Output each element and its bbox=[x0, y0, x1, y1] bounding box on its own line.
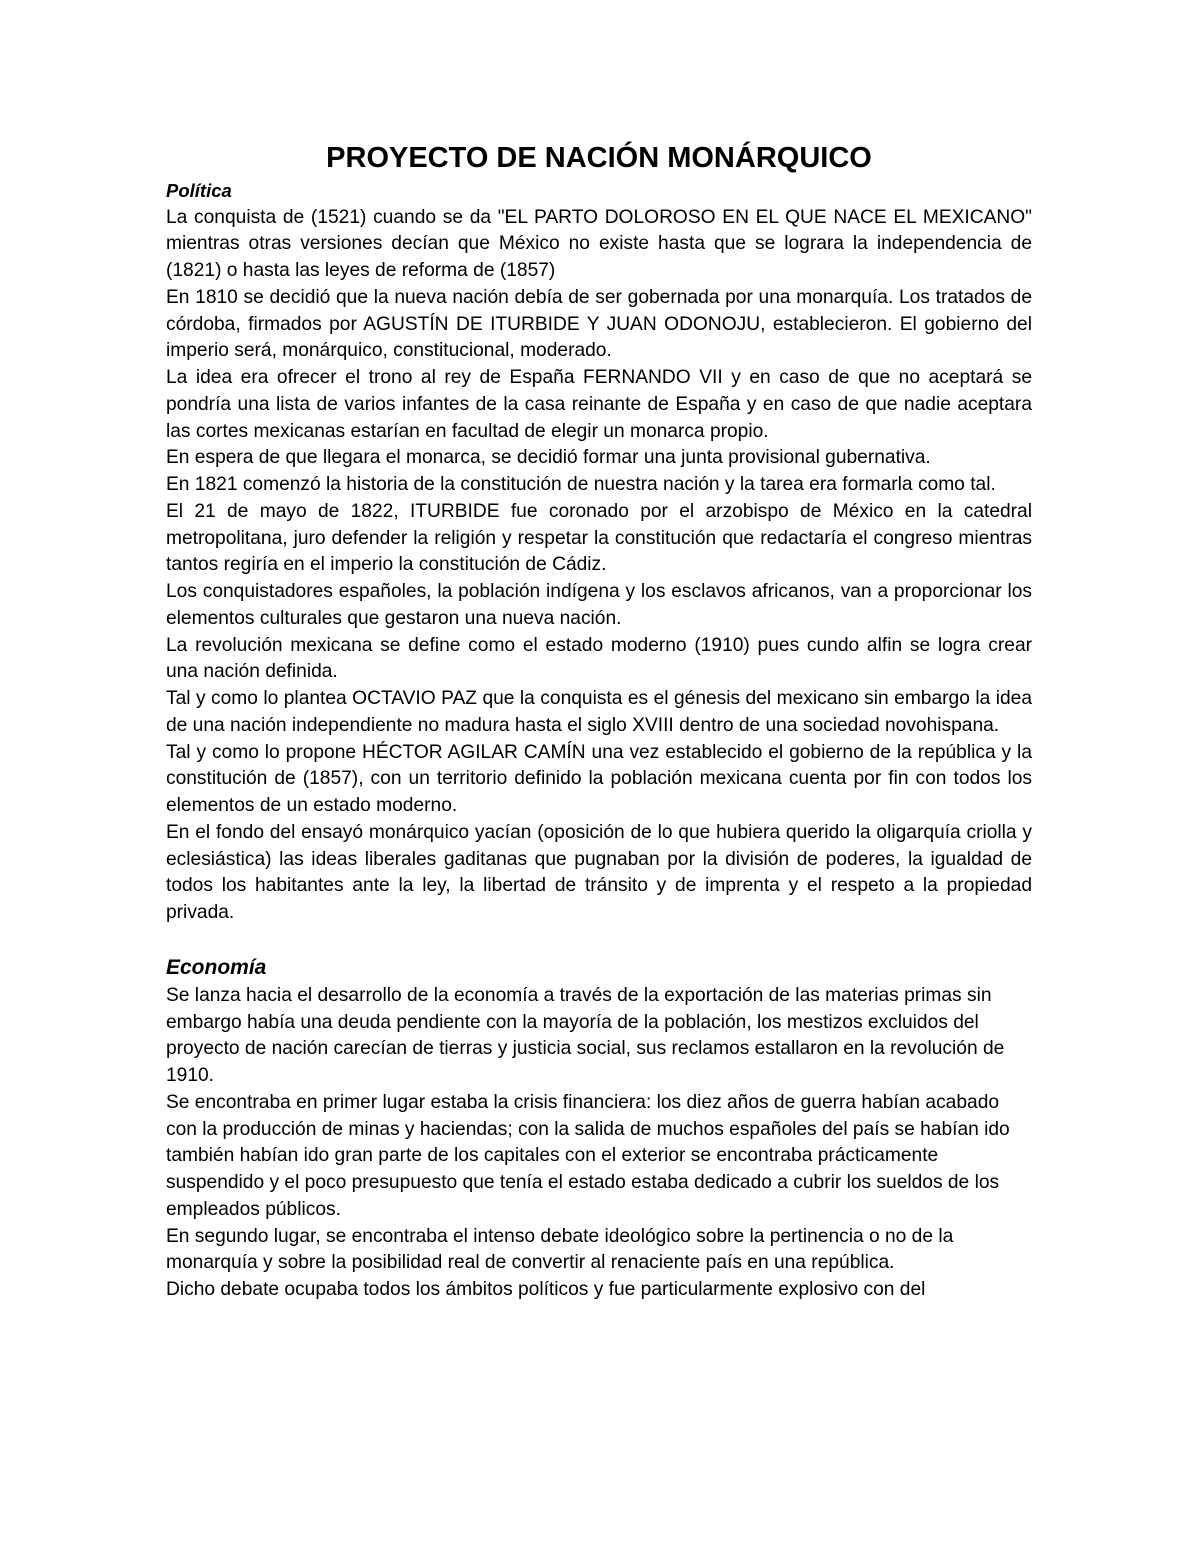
section-politica bbox=[166, 178, 1032, 927]
section-heading-economia: Economía bbox=[166, 955, 267, 979]
paragraph: Se encontraba en primer lugar estaba la crisis financiera: los diez años de guerra habían acabado con la producción de minas y haciendas; con la salida de muchos españoles del país se habían ido también habían ido gran parte de los capitales con el exterior se encontraba prácticamente suspendido y el poco presupuesto que tenía el estado estaba dedicado a cubrir los sueldos de los empleados públicos. bbox=[166, 1091, 1010, 1220]
document-page bbox=[166, 138, 1032, 1304]
paragraph: Tal y como lo propone HÉCTOR AGILAR CAMÍN una vez establecido el gobierno de la república y la constitución de (1857), con un territorio definido la población mexicana cuenta por fin con todos los elementos de un estado moderno. bbox=[166, 741, 1032, 817]
paragraph: Dicho debate ocupaba todos los ámbitos políticos y fue particularmente explosivo con del bbox=[166, 1279, 926, 1301]
paragraph: La conquista de (1521) cuando se da "EL PARTO DOLOROSO EN EL QUE NACE EL MEXICANO" mientras otras versiones decían que México no existe hasta que se lograra la independencia de (1821) o hasta las leyes de reforma de (1857) bbox=[166, 206, 1032, 282]
paragraph: En el fondo del ensayó monárquico yacían (oposición de lo que hubiera querido la oligarquía criolla y eclesiástica) las ideas liberales gaditanas que pugnaban por la división de poderes, la igualdad de todos los habitantes ante la ley, la libertad de tránsito y de imprenta y el respeto a la propiedad privada. bbox=[166, 821, 1032, 924]
paragraph: En 1810 se decidió que la nueva nación debía de ser gobernada por una monarquía. Los tratados de córdoba, firmados por AGUSTÍN DE ITURBIDE Y JUAN ODONOJU, establecieron. El gobierno del imperio será, monárquico, constitucional, moderado. bbox=[166, 286, 1032, 362]
section-economia bbox=[166, 953, 1032, 1304]
paragraph: Los conquistadores españoles, la población indígena y los esclavos africanos, van a proporcionar los elementos culturales que gestaron una nueva nación. bbox=[166, 581, 1032, 629]
paragraph: Se lanza hacia el desarrollo de la economía a través de la exportación de las materias primas sin embargo había una deuda pendiente con la mayoría de la población, los mestizos excluidos del proyecto de nación carecían de tierras y justicia social, sus reclamos estallaron en la revolución de 1910. bbox=[166, 984, 1005, 1087]
paragraph: La revolución mexicana se define como el estado moderno (1910) pues cundo alfin se logra crear una nación definida. bbox=[166, 634, 1032, 683]
section-heading-politica: Política bbox=[166, 180, 232, 201]
document-title: PROYECTO DE NACIÓN MONÁRQUICO bbox=[326, 142, 872, 174]
paragraph: El 21 de mayo de 1822, ITURBIDE fue coronado por el arzobispo de México en la catedral metropolitana, juro defender la religión y respetar la constitución que redactaría el congreso mientras tantos regiría en el imperio la constitución de Cádiz. bbox=[166, 500, 1032, 576]
paragraph: Tal y como lo plantea OCTAVIO PAZ que la conquista es el génesis del mexicano sin embargo la idea de una nación independiente no madura hasta el siglo XVIII dentro de una sociedad novohispana. bbox=[166, 688, 1032, 736]
paragraph: En segundo lugar, se encontraba el intenso debate ideológico sobre la pertinencia o no de la monarquía y sobre la posibilidad real de convertir al renaciente país en una república. bbox=[166, 1225, 954, 1274]
paragraph: La idea era ofrecer el trono al rey de España FERNANDO VII y en caso de que no aceptará se pondría una lista de varios infantes de la casa reinante de España y en caso de que nadie aceptara las cortes mexicanas estarían en facultad de elegir un monarca propio. bbox=[166, 367, 1032, 442]
paragraph: En espera de que llegara el monarca, se decidió formar una junta provisional gubernativa. bbox=[166, 447, 931, 469]
paragraph: En 1821 comenzó la historia de la constitución de nuestra nación y la tarea era formarla como tal. bbox=[166, 474, 996, 496]
